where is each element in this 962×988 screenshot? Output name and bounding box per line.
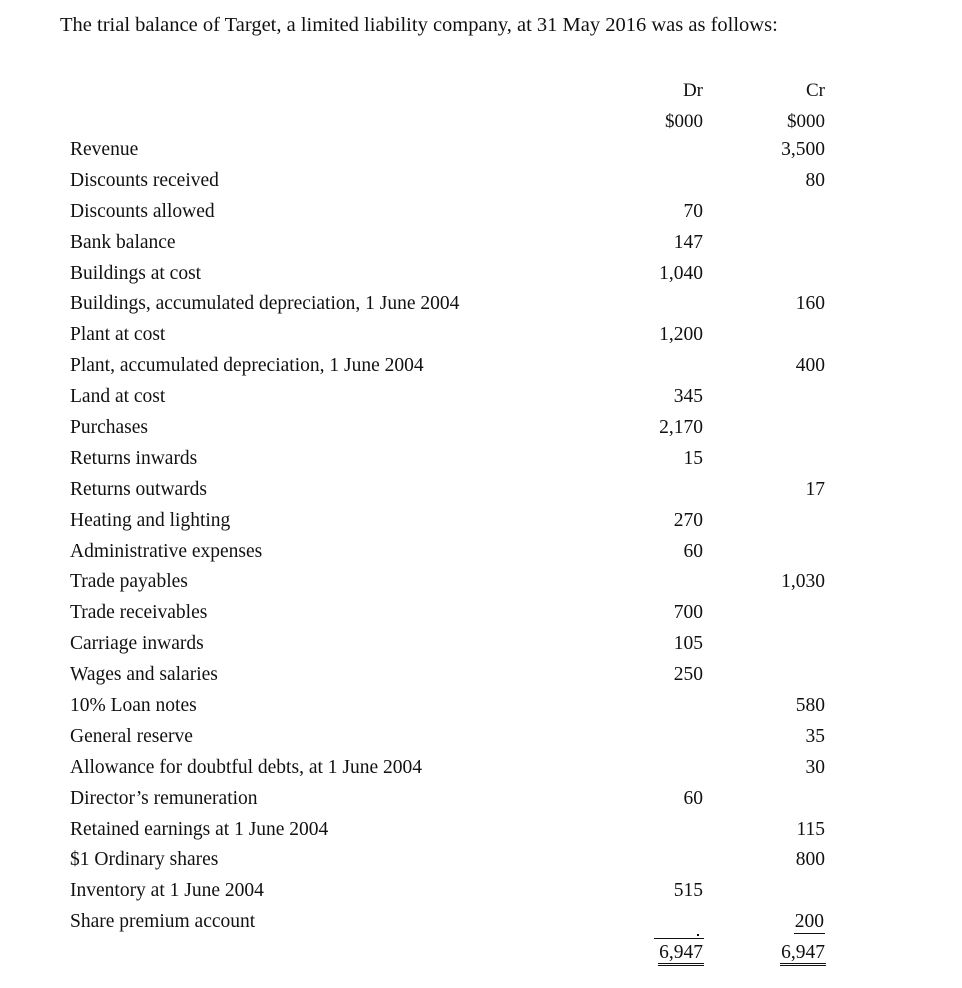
table-row <box>0 168 962 199</box>
dr-amount: 1,200 <box>659 324 703 346</box>
dr-amount: 60 <box>683 540 703 562</box>
table-row <box>0 384 962 415</box>
cr-amount: 400 <box>795 355 825 377</box>
table-row <box>0 755 962 786</box>
cr-amount: 3,500 <box>781 139 825 160</box>
table-row <box>0 693 962 724</box>
cr-amount: 1,030 <box>781 571 825 593</box>
table-row <box>0 909 962 940</box>
dr-subtotal-rule <box>654 938 704 939</box>
account-label: Returns outwards <box>70 478 208 500</box>
account-label: Bank balance <box>70 231 176 253</box>
dr-column-header: Dr <box>682 80 703 101</box>
table-row <box>0 724 962 755</box>
cr-amount: 115 <box>796 818 825 840</box>
account-label: Buildings at cost <box>70 262 202 284</box>
account-label: Allowance for doubtful debts, at 1 June 2004 <box>70 756 423 778</box>
account-label: Purchases <box>70 417 148 439</box>
account-label: Trade payables <box>70 571 188 593</box>
table-row <box>0 662 962 693</box>
account-label: General reserve <box>70 725 193 747</box>
dr-amount: 2,170 <box>659 417 703 439</box>
account-label: Trade receivables <box>70 602 208 624</box>
dr-total: 6,947 <box>658 942 704 966</box>
cr-amount: 35 <box>805 725 825 747</box>
account-label: Returns inwards <box>70 447 198 469</box>
cr-unit-header: $000 <box>787 111 825 132</box>
table-row <box>0 600 962 631</box>
dr-amount: 345 <box>673 386 703 408</box>
account-label: Carriage inwards <box>70 633 204 655</box>
dr-amount: 250 <box>673 664 703 686</box>
account-label: Buildings, accumulated depreciation, 1 June 2004 <box>70 293 460 315</box>
cr-total: 6,947 <box>780 942 826 966</box>
dr-amount: 70 <box>683 200 703 222</box>
table-row <box>0 322 962 353</box>
account-label: $1 Ordinary shares <box>70 849 219 871</box>
account-label: Land at cost <box>70 386 166 408</box>
cr-amount: 30 <box>805 756 825 778</box>
table-row <box>0 631 962 662</box>
table-row <box>0 569 962 600</box>
cr-amount: 580 <box>795 695 825 717</box>
account-label: Plant, accumulated depreciation, 1 June 2004 <box>70 355 424 377</box>
account-label: Administrative expenses <box>70 540 263 562</box>
table-row <box>0 291 962 322</box>
table-row <box>0 539 962 570</box>
cr-amount: 200 <box>794 911 824 933</box>
cr-amount: 160 <box>795 293 825 315</box>
account-label: Discounts allowed <box>70 200 215 222</box>
account-label: Retained earnings at 1 June 2004 <box>70 818 329 840</box>
dr-amount: 700 <box>673 602 703 624</box>
account-label: Inventory at 1 June 2004 <box>70 880 264 902</box>
table-row <box>0 353 962 384</box>
account-label: Heating and lighting <box>70 509 231 531</box>
dr-amount: 147 <box>673 231 703 253</box>
table-row <box>0 261 962 292</box>
dr-amount: 15 <box>683 447 703 469</box>
table-row <box>0 817 962 848</box>
dr-amount: 515 <box>673 880 703 902</box>
account-label: Revenue <box>70 139 139 160</box>
table-row <box>0 415 962 446</box>
cr-amount: 80 <box>805 169 825 191</box>
table-row <box>0 508 962 539</box>
account-label: Plant at cost <box>70 324 166 346</box>
table-row <box>0 847 962 878</box>
table-row <box>0 446 962 477</box>
trial-balance-rows <box>0 137 962 940</box>
table-row <box>0 786 962 817</box>
account-label: Director’s remuneration <box>70 787 258 809</box>
cr-amount: 800 <box>795 849 825 871</box>
account-label: Discounts received <box>70 169 219 191</box>
dr-amount: 270 <box>673 509 703 531</box>
table-row <box>0 230 962 261</box>
cr-amount: 17 <box>805 478 825 500</box>
document-title: The trial balance of Target, a limited liability company, at 31 May 2016 was as follows: <box>60 14 778 36</box>
dr-amount: 60 <box>683 787 703 809</box>
table-row <box>0 477 962 508</box>
dr-unit-header: $000 <box>665 111 703 132</box>
table-row <box>0 878 962 909</box>
account-label: 10% Loan notes <box>70 695 197 717</box>
table-row <box>0 137 962 168</box>
account-label: Share premium account <box>70 911 256 933</box>
dr-amount: 1,040 <box>659 262 703 284</box>
table-row <box>0 199 962 230</box>
dr-amount: 105 <box>673 633 703 655</box>
dr-subtotal-dot <box>697 934 699 936</box>
cr-column-header: Cr <box>806 80 825 101</box>
account-label: Wages and salaries <box>70 664 218 686</box>
